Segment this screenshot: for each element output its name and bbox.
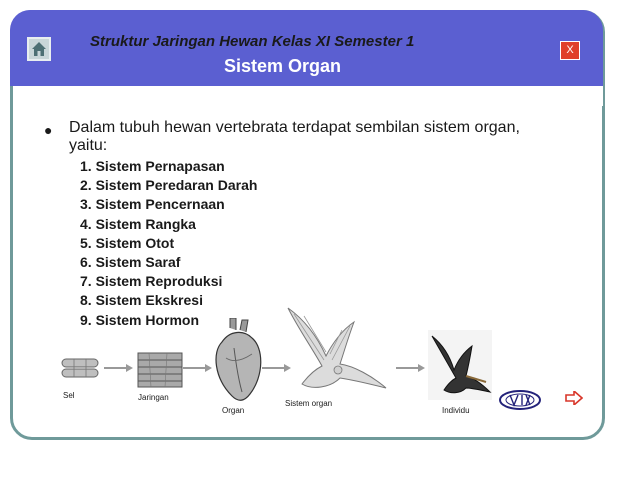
heart-image [212, 318, 264, 404]
label-individual: Individu [442, 406, 470, 415]
course-title: Struktur Jaringan Hewan Kelas XI Semester 1 [90, 33, 415, 50]
next-arrow-icon[interactable] [565, 391, 583, 405]
label-organ: Organ [222, 406, 245, 415]
label-organ-system: Sistem organ [285, 399, 333, 408]
list-item: 3. Sistem Pencernaan [80, 196, 225, 213]
list-item: 1. Sistem Pernapasan [80, 158, 225, 174]
list-item: 4. Sistem Rangka [80, 215, 196, 232]
logo-badge [498, 389, 542, 411]
list-item: 6. Sistem Saraf [80, 253, 181, 270]
label-tissue: Jaringan [138, 393, 169, 402]
tissue-image [137, 352, 183, 388]
pelican-photo [428, 330, 492, 400]
organ-system-list [80, 157, 257, 330]
arrow-icon [183, 363, 213, 373]
home-button[interactable] [27, 37, 51, 61]
arrow-icon [396, 363, 426, 373]
pelican-skeleton-image [282, 304, 390, 398]
home-icon [31, 41, 47, 57]
close-button[interactable]: X [560, 41, 580, 60]
cell-image [60, 355, 102, 381]
list-item: 5. Sistem Otot [80, 234, 175, 251]
label-cell: Sel [63, 391, 75, 400]
list-item: 7. Sistem Reproduksi [80, 273, 223, 290]
arrow-icon [104, 363, 134, 373]
list-item: 8. Sistem Ekskresi [80, 292, 203, 309]
page-title: Sistem Organ [224, 56, 342, 76]
header-notch [35, 86, 603, 106]
bullet-marker: ● [44, 122, 53, 138]
list-item: 9. Sistem Hormon [80, 311, 200, 328]
intro-text: Dalam tubuh hewan vertebrata terdapat sembilan sistem organ, yaitu: [69, 119, 520, 154]
list-item: 2. Sistem Peredaran Darah [80, 177, 258, 194]
